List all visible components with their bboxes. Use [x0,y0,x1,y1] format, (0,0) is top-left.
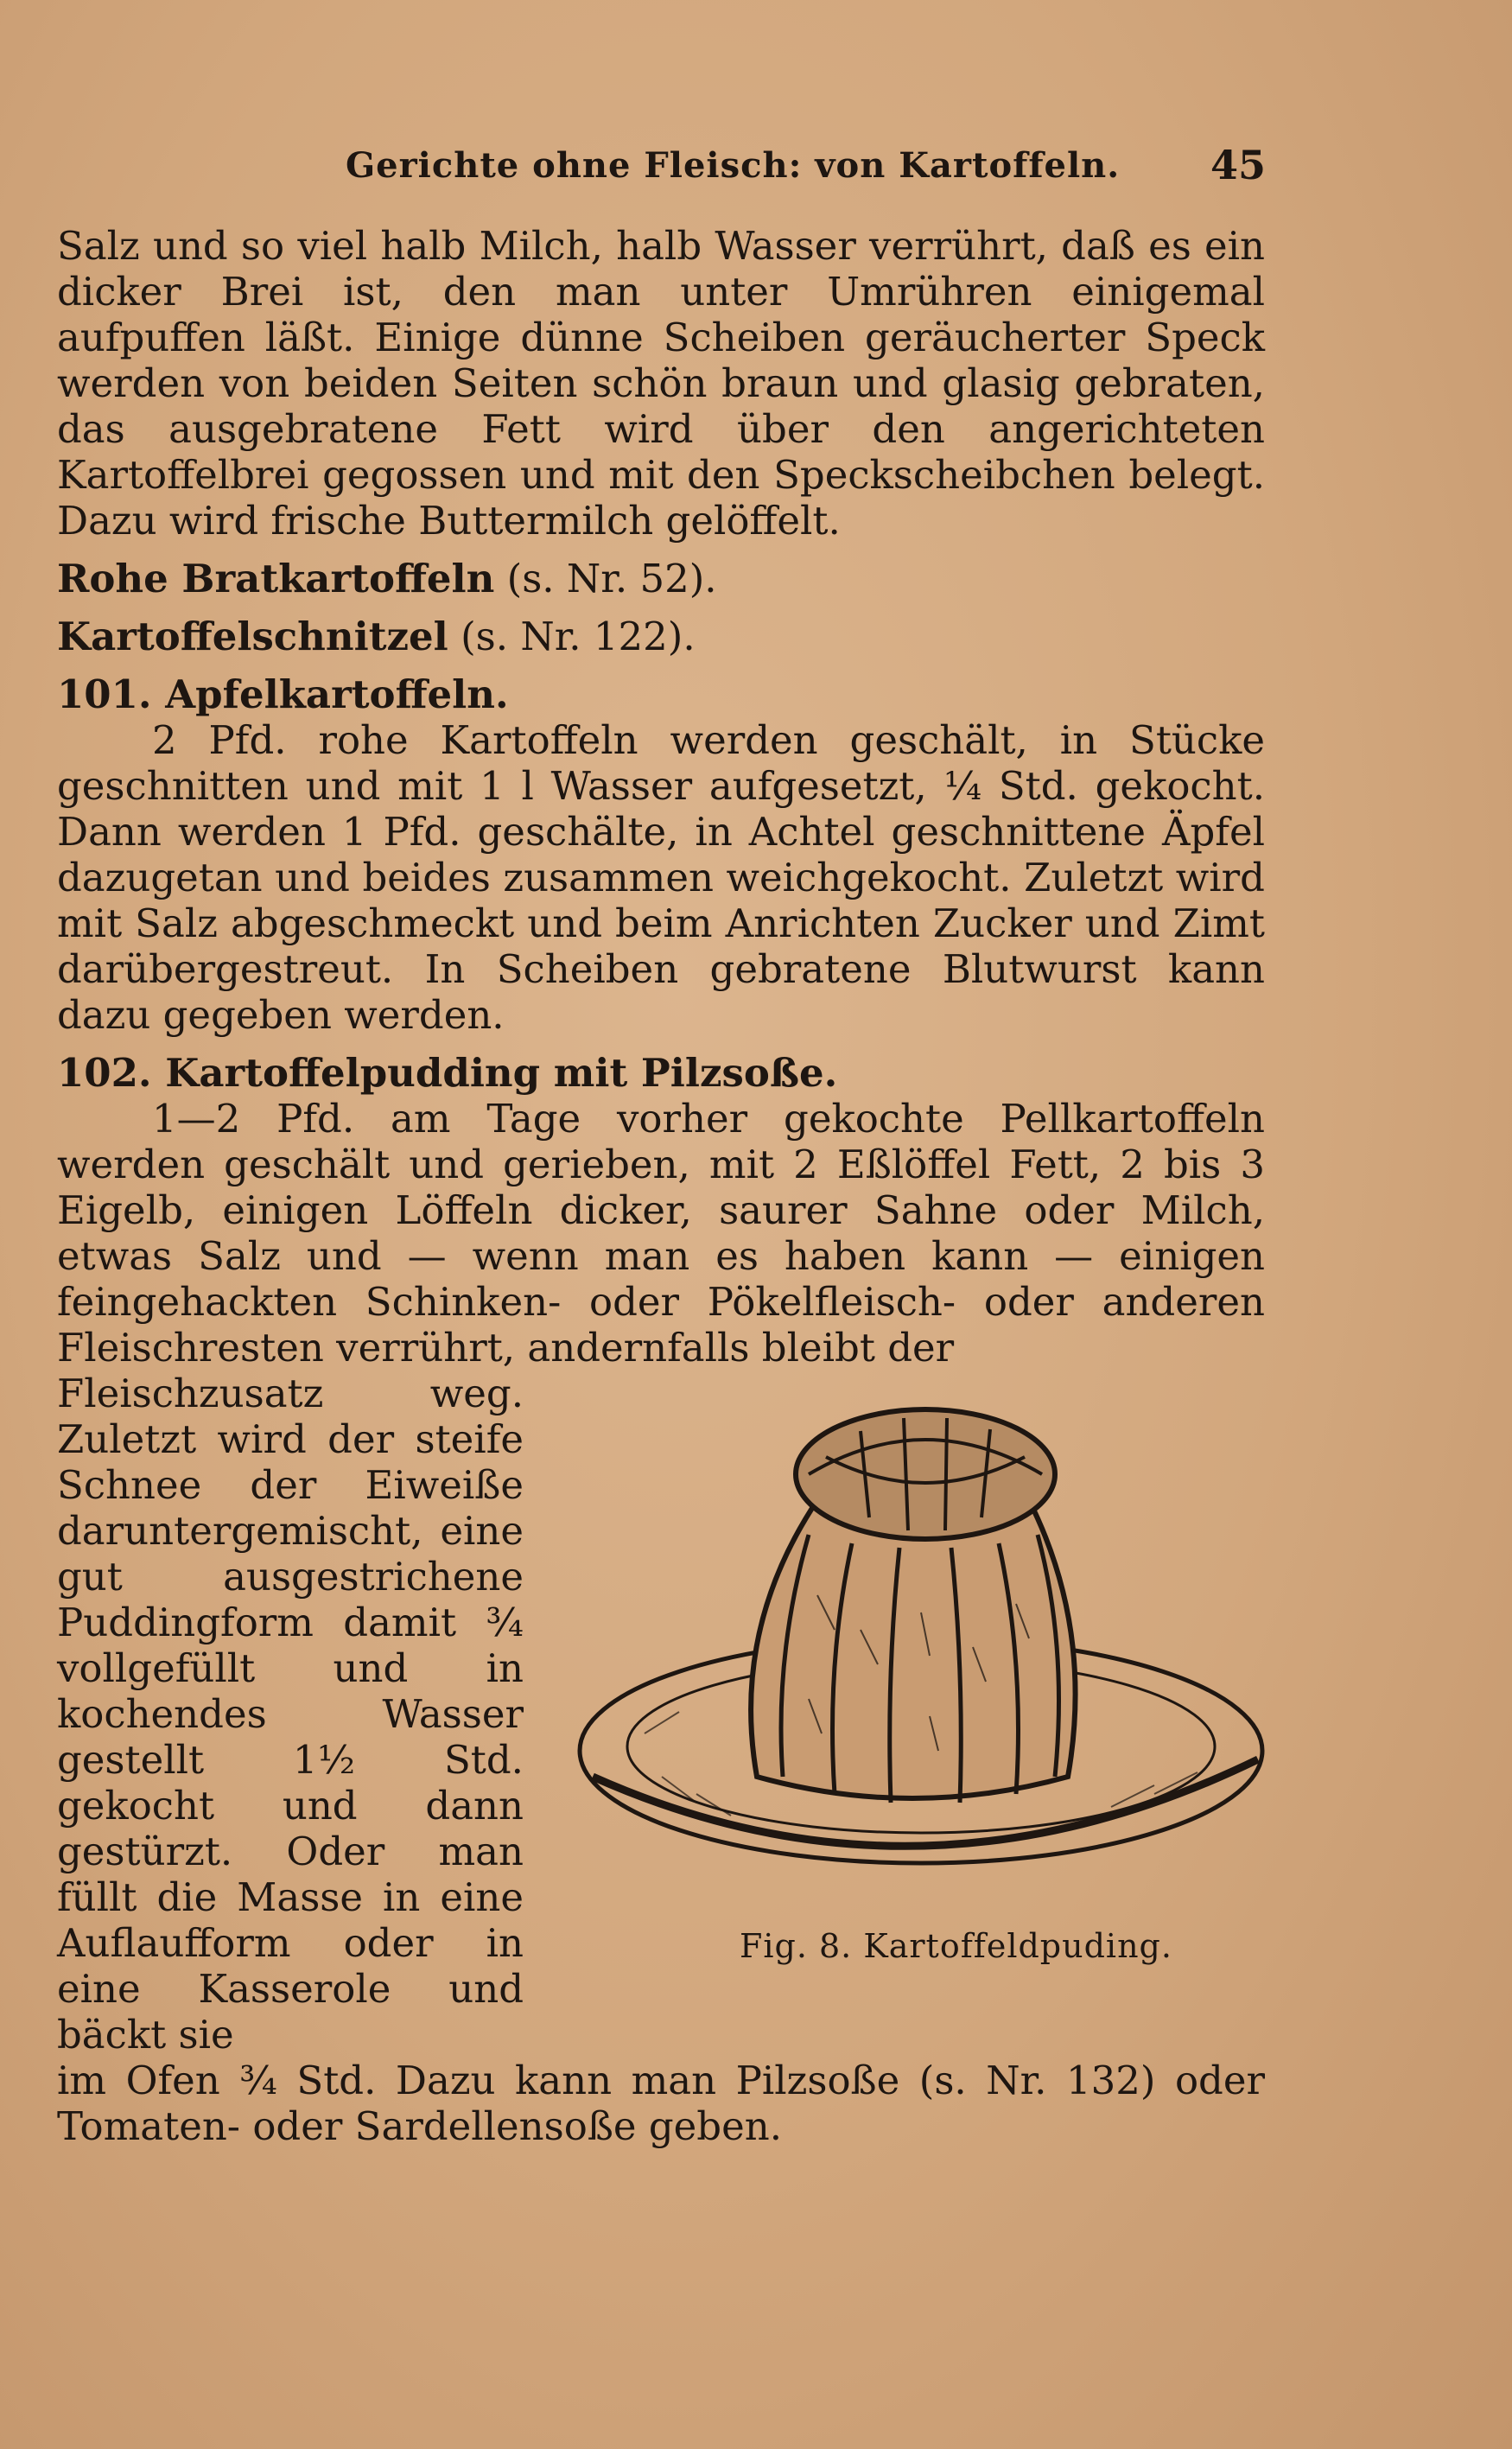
pudding-illustration-icon [558,1371,1301,1906]
page-header [60,138,1266,199]
continuation-paragraph: Salz und so viel halb Milch, halb Wasser verrührt, daß es ein dicker Brei ist, den man unter Umrühren einigemal aufpuffen läßt. Einige dünne Scheiben geräucherter Speck werden von beiden Seiten schön braun und glasig gebraten, das ausgebratene Fett wird über den angerichteten Kartoffelbrei gegossen und mit den Speckscheibchen belegt. Dazu wird frische Buttermilch gelöffelt. [57,223,1265,544]
cross-reference [57,556,1265,601]
page-number: 45 [1210,142,1266,188]
pudding-figure [558,1371,1301,2014]
cross-reference [57,614,1265,659]
figure-row [57,1371,1265,2058]
page-body [57,223,1265,2149]
reference-number: (s. Nr. 122). [461,614,696,659]
recipe-text-wrapped: Fleischzusatz weg. Zuletzt wird der steife Schnee der Eiweiße daruntergemischt, eine gut ausgestrichene Puddingform damit ¾ vollgefüllt und in kochendes Wasser gestellt 1½ Std. gekocht und dann gestürzt. Oder man füllt die Masse in eine Auflaufform oder in eine Kasserole und bäckt sie [57,1371,524,2058]
recipe-heading: 101. Apfelkartoffeln. [57,671,509,717]
recipe-text: 2 Pfd. rohe Kartoffeln werden geschält, in Stücke geschnitten und mit 1 l Wasser aufgesetzt, ¼ Std. gekocht. Dann werden 1 Pfd. geschälte, in Achtel geschnittene Äpfel dazugetan und beides zusammen weichgekocht. Zuletzt wird mit Salz abgeschmeckt und beim Anrichten Zucker und Zimt darübergestreut. In Scheiben gebratene Blutwurst kann dazu gegeben werden. [57,717,1265,1038]
recipe-text: 1—2 Pfd. am Tage vorher gekochte Pellkartoffeln werden geschält und gerieben, mit 2 Eßlöffel Fett, 2 bis 3 Eigelb, einigen Löffeln dicker, saurer Sahne oder Milch, etwas Salz und — wenn man es haben kann — einigen feingehackten Schinken- oder Pökelfleisch- oder anderen Fleischresten verrührt, andernfalls bleibt der [57,1096,1265,1371]
reference-title: Rohe Bratkartoffeln [57,556,495,601]
running-head: Gerichte ohne Fleisch: von Kartoffeln. [346,145,1121,186]
reference-title: Kartoffelschnitzel [57,614,448,659]
reference-number: (s. Nr. 52). [506,556,717,601]
recipe-text: im Ofen ¾ Std. Dazu kann man Pilzsoße (s. Nr. 132) oder Tomaten- oder Sardellensoße geben. [57,2058,1265,2149]
figure-caption: Fig. 8. Kartoffeldpuding. [740,1927,1172,1965]
recipe-heading: 102. Kartoffelpudding mit Pilzsoße. [57,1050,838,1096]
